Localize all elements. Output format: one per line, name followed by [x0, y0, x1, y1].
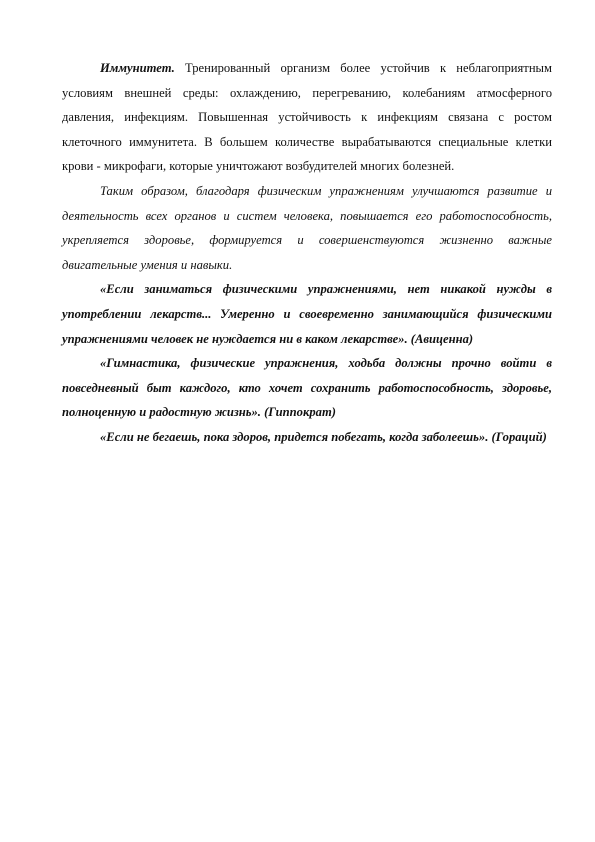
- paragraph-immunity: [62, 56, 552, 179]
- paragraph-horace-quote: [62, 425, 552, 450]
- paragraph-hippocrates-quote: [62, 351, 552, 425]
- hippocrates-quote-text: «Гимнастика, физические упражнения, ходьба должны прочно войти в повседневный быт каждого, кто хочет сохранить работоспособность, здоровье, полноценную и радостную жизнь».: [62, 356, 552, 420]
- avicenna-quote-text: «Если заниматься физическими упражнениями, нет никакой нужды в употреблении лекарств... Умеренно и своевременно занимающийся физическими упражнениями человек не нуждается ни в каком лекарстве».: [62, 282, 552, 346]
- document-page: [62, 56, 552, 450]
- paragraph-conclusion: Таким образом, благодаря физическим упражнениям улучшаются развитие и деятельность всех органов и систем человека, повышается его работоспособность, укрепляется здоровье, формируется и совершенствуются жизненно важные двигательные умения и навыки.: [62, 183, 552, 272]
- horace-author: (Гораций): [488, 429, 547, 444]
- paragraph-avicenna-quote: [62, 277, 552, 351]
- avicenna-author: (Авиценна): [407, 331, 474, 346]
- immunity-term: Иммунитет.: [100, 61, 175, 75]
- horace-quote-text: «Если не бегаешь, пока здоров, придется побегать, когда заболеешь».: [100, 429, 489, 444]
- hippocrates-author: (Гиппократ): [260, 405, 336, 420]
- immunity-text: Тренированный организм более устойчив к неблагоприятным условиям внешней среды: охлаждению, перегреванию, колебаниям атмосферного давления, инфекциям. Повышенная устойчивость к инфекциям связана с ростом клеточного иммунитета. В большем количестве вырабатываются специальные клетки крови - микрофаги, которые уничтожают возбудителей многих болезней.: [62, 61, 552, 174]
